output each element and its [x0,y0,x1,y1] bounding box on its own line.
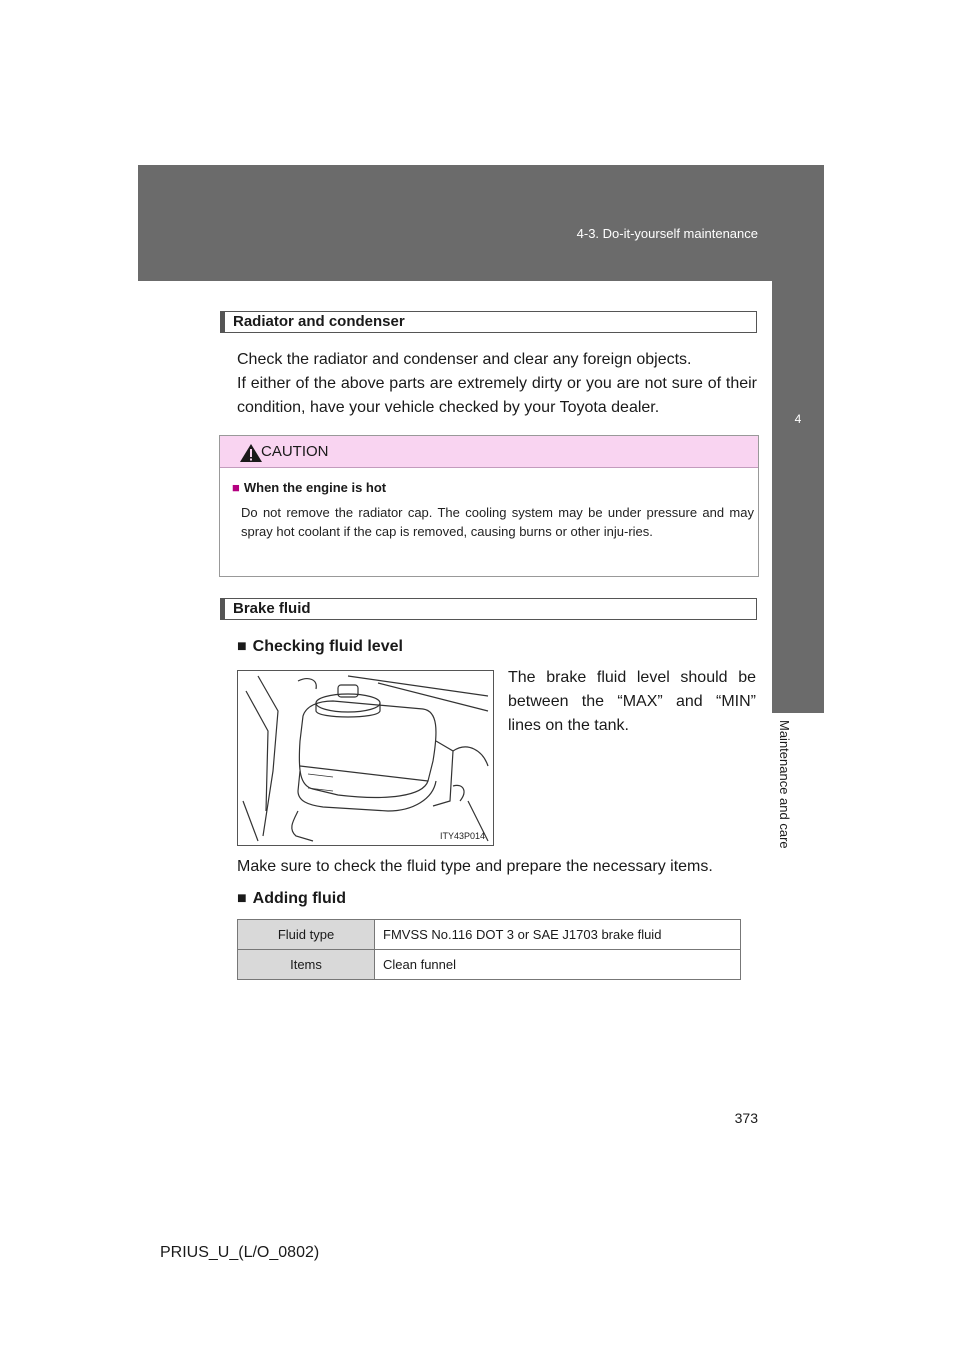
chapter-title: Maintenance and care [777,720,792,849]
radiator-line1: Check the radiator and condenser and clear any foreign objects. [237,351,692,368]
reservoir-drawing [238,671,494,846]
chapter-number: 4 [794,412,802,426]
brake-heading: Brake fluid [220,598,757,620]
caution-subheading-text: When the engine is hot [243,480,387,495]
radiator-line2: If either of the above parts are extremely dirty or you are not sure of their condition, have your vehicle checked by your Toyota dealer. [237,375,757,416]
brake-reservoir-illustration [237,670,494,846]
chapter-title-wrap [771,720,801,868]
table-key: Items [238,950,375,980]
radiator-heading: Radiator and condenser [220,311,757,333]
square-bullet-icon: ■ [237,890,247,907]
prepare-text: Make sure to check the fluid type and prepare the necessary items. [237,858,713,875]
header-band [138,165,824,281]
footer-code: PRIUS_U_(L/O_0802) [160,1244,320,1261]
table-value: FMVSS No.116 DOT 3 or SAE J1703 brake fluid [375,920,741,950]
caution-subheading [232,480,386,495]
checking-text: The brake fluid level should be between the “MAX” and “MIN” lines on the tank. [508,669,756,734]
square-bullet-icon: ■ [237,638,247,655]
table-value: Clean funnel [375,950,741,980]
warning-triangle-icon [239,443,263,463]
chapter-tab [772,281,824,713]
caution-box [219,435,759,577]
checking-heading [237,638,403,656]
section-title: 4-3. Do-it-yourself maintenance [576,226,758,241]
table-row [238,950,741,980]
adding-heading-text: Adding fluid [252,890,346,907]
square-bullet-icon: ■ [232,480,240,495]
fluid-table [237,919,741,980]
caution-header [220,436,758,468]
adding-heading [237,890,346,908]
page-number: 373 [734,1110,758,1126]
illustration-code: ITY43P014 [439,831,485,841]
table-row [238,920,741,950]
table-key: Fluid type [238,920,375,950]
caution-text: Do not remove the radiator cap. The cooling system may be under pressure and may spray hot coolant if the cap is removed, causing burns or other inju-ries. [241,505,754,539]
caution-title: CAUTION [261,443,329,460]
checking-heading-text: Checking fluid level [252,638,403,655]
